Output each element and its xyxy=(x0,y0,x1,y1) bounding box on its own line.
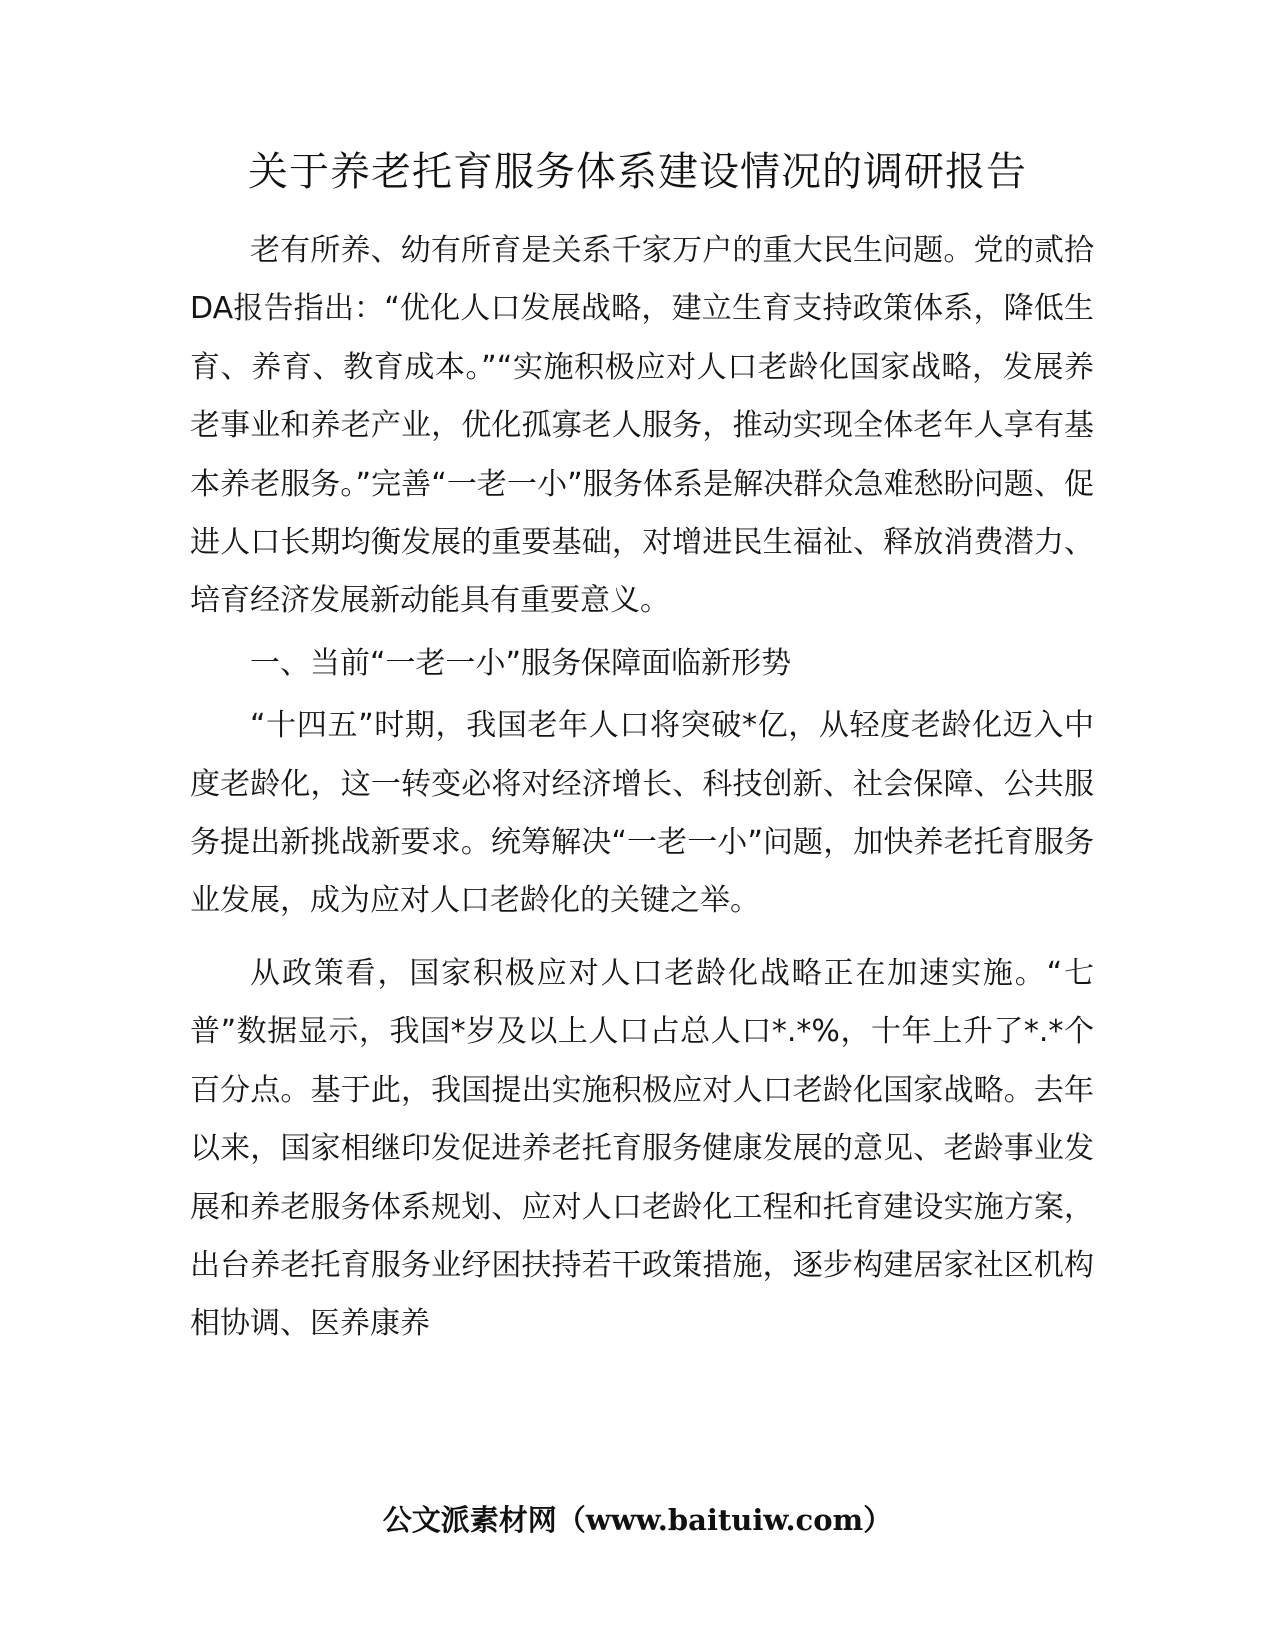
paragraph-intro: 老有所养、幼有所育是关系千家万户的重大民生问题。党的贰拾DA报告指出：“优化人口发展战略，建立生育支持政策体系，降低生育、养育、教育成本。”“实施积极应对人口老龄化国家战略，发展养老事业和养老产业，优化孤寡老人服务，推动实现全体老年人享有基本养老服务。”完善“一老一小”服务体系是解决群众急难愁盼问题、促进人口长期均衡发展的重要基础，对增进民生福祉、释放消费潜力、培育经济发展新动能具有重要意义。 xyxy=(190,233,1094,619)
paragraph-situation: “十四五”时期，我国老年人口将突破*亿，从轻度老龄化迈入中度老龄化，这一转变必将对经济增长、科技创新、社会保障、公共服务提出新挑战新要求。统筹解决“一老一小”问题，加快养老托育服务业发展，成为应对人口老龄化的关键之举。 xyxy=(190,708,1094,919)
document-body xyxy=(190,222,1094,1354)
section-heading-1: 一、当前“一老一小”服务保障面临新形势 xyxy=(250,645,792,681)
document-title: 关于养老托育服务体系建设情况的调研报告 xyxy=(248,149,1027,195)
footer-watermark: 公文派素材网（www.baituiw.com） xyxy=(382,1503,893,1537)
paragraph-policy: 从政策看，国家积极应对人口老龄化战略正在加速实施。“七普”数据显示，我国*岁及以上人口占总人口*.*%，十年上升了*.*个百分点。基于此，我国提出实施积极应对人口老龄化国家战略。去年以来，国家相继印发促进养老托育服务健康发展的意见、老龄事业发展和养老服务体系规划、应对人口老龄化工程和托育建设实施方案，出台养老托育服务业纾困扶持若干政策措施，逐步构建居家社区机构相协调、医养康养 xyxy=(190,955,1094,1342)
